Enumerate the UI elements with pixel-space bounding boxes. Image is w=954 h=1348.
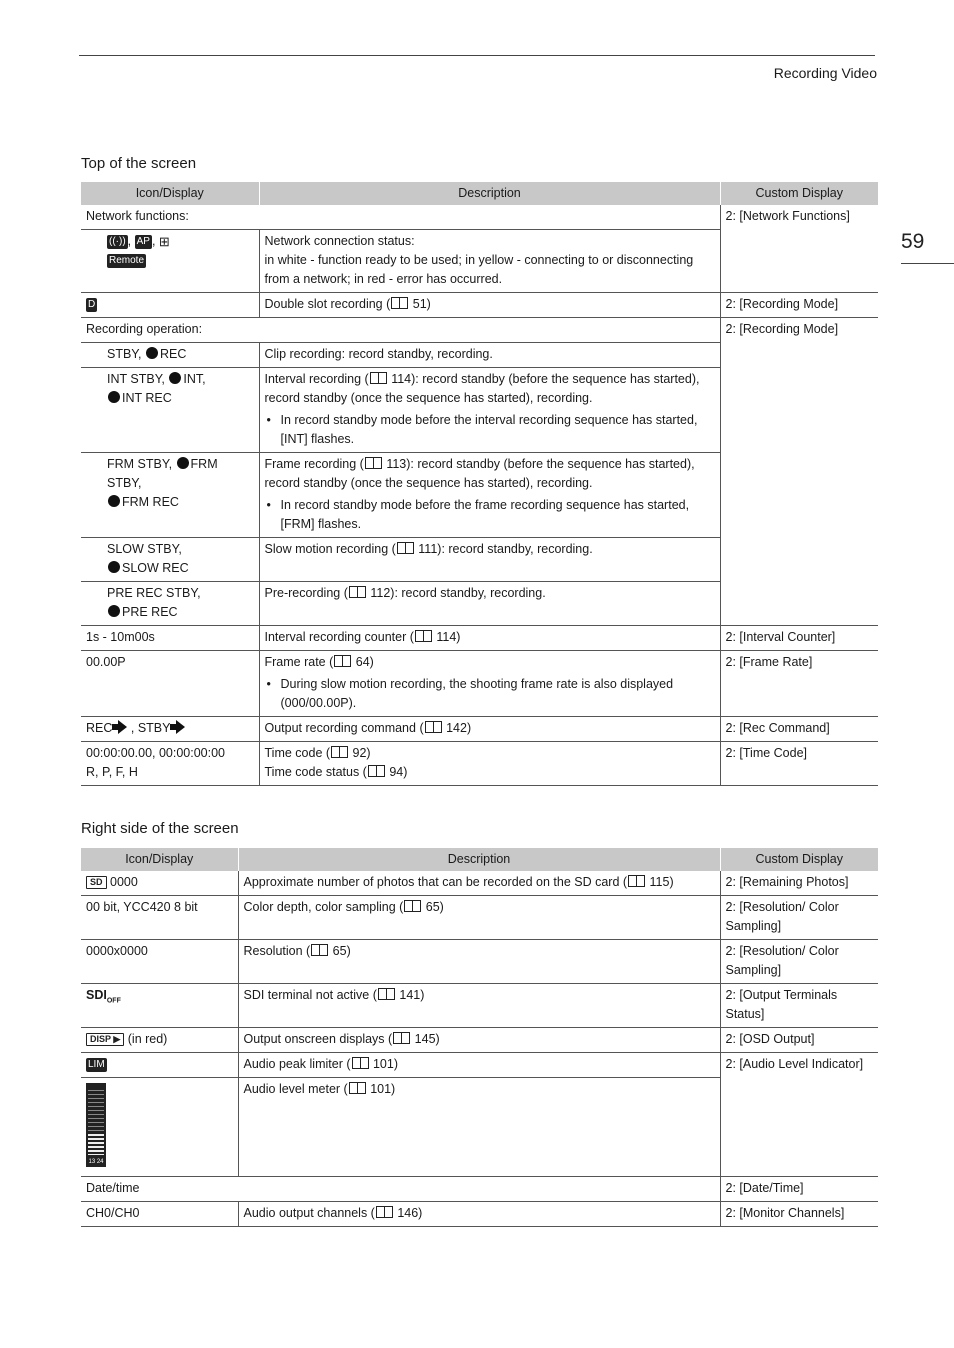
depth-desc: Color depth, color sampling ( 65) — [238, 896, 720, 940]
network-custom: 2: [Network Functions] — [720, 205, 878, 293]
book-icon — [368, 765, 385, 777]
rec-command-icons: REC , STBY — [81, 717, 259, 742]
meter-display — [81, 1078, 238, 1177]
col-icon: Icon/Display — [81, 182, 259, 205]
fps-desc: Frame rate ( 64) • During slow motion recording, the shooting frame rate is also displayed (000/00.00P). — [259, 651, 720, 717]
book-icon — [334, 655, 351, 667]
table-row — [81, 896, 878, 940]
col-description: Description — [259, 182, 720, 205]
book-icon — [425, 721, 442, 733]
sd-card-icon: SD — [86, 876, 107, 889]
record-dot-icon — [146, 347, 158, 359]
clip-recording-desc: Clip recording: record standby, recording. — [259, 343, 720, 368]
top-section-title: Top of the screen — [81, 155, 197, 172]
col-custom: Custom Display — [720, 182, 878, 205]
disp-desc: Output onscreen displays ( 145) — [238, 1028, 720, 1053]
page-number-rule — [901, 263, 954, 264]
limiter-desc: Audio peak limiter ( 101) — [238, 1053, 720, 1078]
depth-display: 00 bit, YCC420 8 bit — [81, 896, 238, 940]
top-screen-table — [81, 182, 878, 786]
table-row — [81, 651, 878, 717]
book-icon — [370, 372, 387, 384]
disp-display: DISP ▶ (in red) — [81, 1028, 238, 1053]
rec-operation-custom: 2: [Recording Mode] — [720, 318, 878, 626]
book-icon — [393, 1032, 410, 1044]
col-icon: Icon/Display — [81, 848, 238, 871]
table-header — [81, 182, 878, 205]
sdi-off-icon: $SDI_{OFF}$ — [86, 988, 121, 1005]
meter-desc: Audio level meter ( 101) — [238, 1078, 720, 1177]
book-icon — [349, 1082, 366, 1094]
network-icons: ((·)) , AP , ⊞ Remote — [81, 230, 259, 293]
book-icon — [397, 542, 414, 554]
interval-icons: INT STBY, INT, INT REC — [81, 368, 259, 453]
table-row — [81, 742, 878, 786]
counter-desc: Interval recording counter ( 114) — [259, 626, 720, 651]
photos-desc: Approximate number of photos that can be recorded on the SD card ( 115) — [238, 871, 720, 896]
book-icon — [349, 586, 366, 598]
audio-custom: 2: [Audio Level Indicator] — [720, 1053, 878, 1177]
slow-desc: Slow motion recording ( 111): record standby, recording. — [259, 538, 720, 582]
frame-bullet: • In record standby mode before the frame recording sequence has started, [FRM] flashes. — [265, 496, 715, 534]
record-dot-icon — [108, 495, 120, 507]
wired-network-icon: ⊞ — [158, 234, 170, 250]
col-description: Description — [238, 848, 720, 871]
book-icon — [415, 630, 432, 642]
double-slot-custom: 2: [Recording Mode] — [720, 293, 878, 318]
time-code-desc: Time code ( 92) Time code status ( 94) — [259, 742, 720, 786]
double-slot-desc: Double slot recording ( 51) — [259, 293, 720, 318]
table-row — [81, 318, 878, 343]
photos-display: SD 0000 — [81, 871, 238, 896]
table-row — [81, 871, 878, 896]
table-row — [81, 717, 878, 742]
interval-bullet: • In record standby mode before the interval recording sequence has started, [INT] flashes. — [265, 411, 715, 449]
slow-icons: SLOW STBY, SLOW REC — [81, 538, 259, 582]
resolution-custom: 2: [Resolution/ Color Sampling] — [720, 940, 878, 984]
table-row — [81, 940, 878, 984]
book-icon — [378, 988, 395, 1000]
disp-output-icon: DISP ▶ — [86, 1033, 124, 1046]
sdi-display — [81, 984, 238, 1028]
table-row — [81, 293, 878, 318]
record-dot-icon — [177, 457, 189, 469]
disp-custom: 2: [OSD Output] — [720, 1028, 878, 1053]
table-row — [81, 1028, 878, 1053]
access-point-icon: AP — [136, 235, 150, 247]
network-status-desc — [259, 230, 720, 293]
record-dot-icon — [108, 561, 120, 573]
network-status-colors: in white - function ready to be used; in yellow - connecting to or disconnecting from a network; in red - error has occurred. — [264, 253, 694, 286]
network-status-line: Network connection status: — [264, 234, 415, 248]
book-icon — [628, 875, 645, 887]
sdi-desc: SDI terminal not active ( 141) — [238, 984, 720, 1028]
record-dot-icon — [169, 372, 181, 384]
right-section-title: Right side of the screen — [81, 820, 239, 837]
channels-custom: 2: [Monitor Channels] — [720, 1202, 878, 1227]
fps-bullet: • During slow motion recording, the shooting frame rate is also displayed (000/00.00P). — [265, 675, 715, 713]
frame-desc: Frame recording ( 113): record standby (before the sequence has started), record standby (once the sequence has started), recording. • In record standby mode before the frame recording sequence has started, [FRM] flashes. — [259, 453, 720, 538]
frame-icons: FRM STBY, FRM STBY, FRM REC — [81, 453, 259, 538]
book-icon — [391, 297, 408, 309]
rec-operation-label: Recording operation: — [86, 322, 203, 336]
limiter-display — [81, 1053, 238, 1078]
channels-desc: Audio output channels ( 146) — [238, 1202, 720, 1227]
channels-display: CH0/CH0 — [81, 1202, 238, 1227]
table-row — [81, 1177, 878, 1202]
double-slot-icon-cell — [81, 293, 259, 318]
book-icon — [404, 900, 421, 912]
counter-display: 1s - 10m00s — [81, 626, 259, 651]
record-dot-icon — [108, 605, 120, 617]
interval-desc: Interval recording ( 114): record standby (before the sequence has started), record standby (once the sequence has started), recording. • In record standby mode before the interval recording sequence has started, [INT] flashes. — [259, 368, 720, 453]
pre-rec-icons: PRE REC STBY, PRE REC — [81, 582, 259, 626]
table-row — [81, 1053, 878, 1078]
time-code-custom: 2: [Time Code] — [720, 742, 878, 786]
book-icon — [376, 1206, 393, 1218]
remote-icon: Remote — [109, 254, 145, 266]
rec-command-custom: 2: [Rec Command] — [720, 717, 878, 742]
top-rule — [79, 55, 875, 56]
table-header — [81, 848, 878, 871]
limiter-icon: LIM — [88, 1058, 105, 1070]
wireless-icon: ((·)) — [109, 235, 126, 247]
counter-custom: 2: [Interval Counter] — [720, 626, 878, 651]
book-icon — [331, 746, 348, 758]
network-functions-label: Network functions: — [81, 205, 720, 230]
book-icon — [365, 457, 382, 469]
section-header: Recording Video — [773, 65, 877, 81]
table-row — [81, 205, 878, 230]
time-code-display: 00:00:00.00, 00:00:00:00 R, P, F, H — [81, 742, 259, 786]
table-row — [81, 626, 878, 651]
page-number: 59 — [901, 230, 925, 253]
fps-custom: 2: [Frame Rate] — [720, 651, 878, 717]
fps-display: 00.00P — [81, 651, 259, 717]
book-icon — [352, 1057, 369, 1069]
photos-custom: 2: [Remaining Photos] — [720, 871, 878, 896]
record-dot-icon — [108, 391, 120, 403]
pre-rec-desc: Pre-recording ( 112): record standby, recording. — [259, 582, 720, 626]
depth-custom: 2: [Resolution/ Color Sampling] — [720, 896, 878, 940]
rec-command-desc: Output recording command ( 142) — [259, 717, 720, 742]
date-display: Date/time — [81, 1177, 720, 1202]
right-screen-table — [81, 848, 878, 1227]
audio-meter-icon: 13 24 — [86, 1083, 106, 1167]
book-icon — [311, 944, 328, 956]
col-custom: Custom Display — [720, 848, 878, 871]
date-custom: 2: [Date/Time] — [720, 1177, 878, 1202]
double-slot-icon: D — [88, 298, 96, 310]
table-row — [81, 1202, 878, 1227]
resolution-desc: Resolution ( 65) — [238, 940, 720, 984]
resolution-display: 0000x0000 — [81, 940, 238, 984]
stby-rec-icons: STBY, REC — [81, 343, 259, 368]
sdi-custom: 2: [Output Terminals Status] — [720, 984, 878, 1028]
arrow-right-icon — [176, 720, 185, 734]
table-row — [81, 984, 878, 1028]
